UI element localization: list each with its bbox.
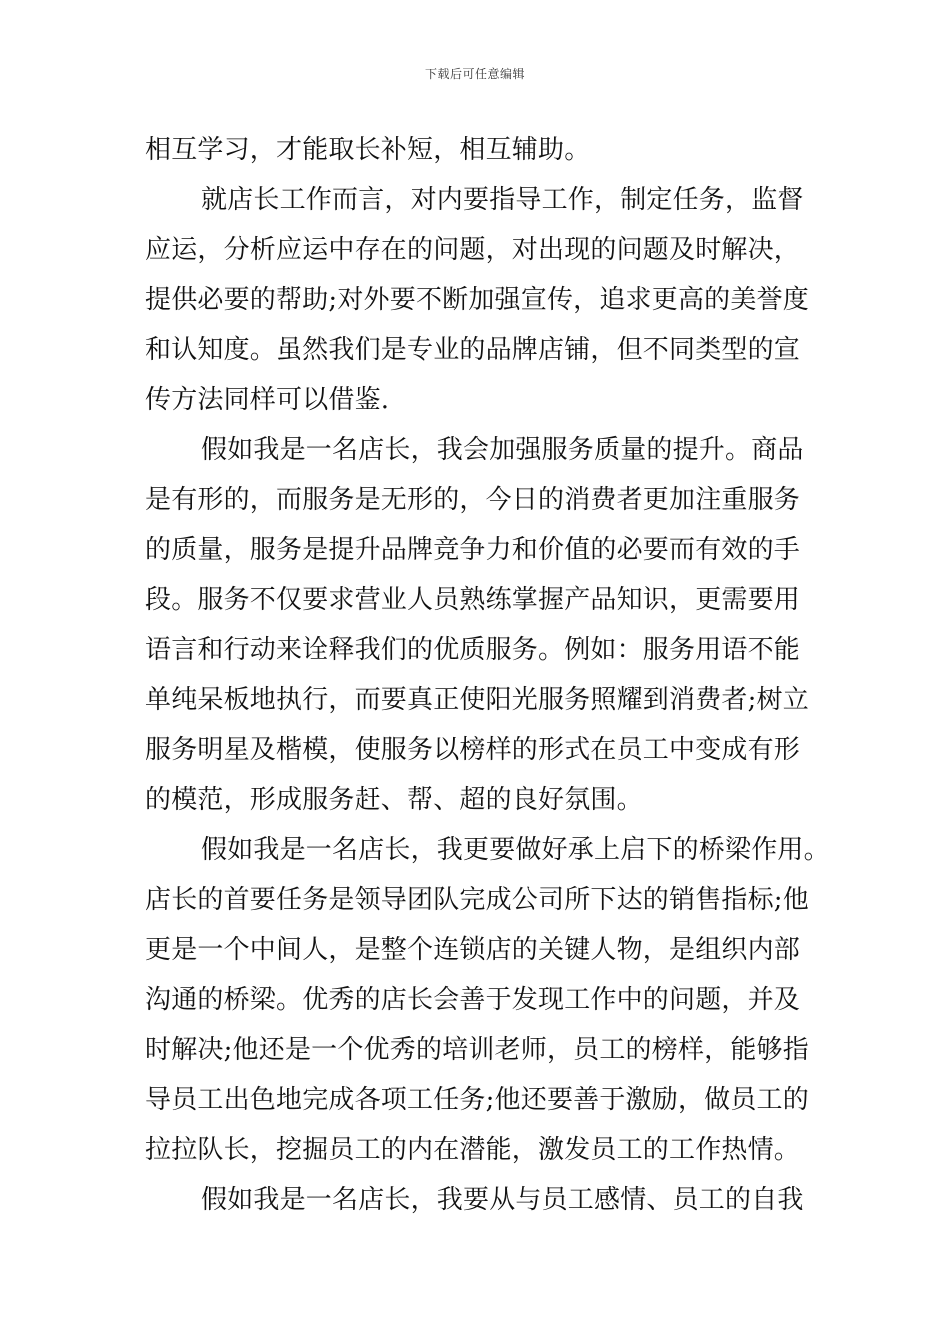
text-line: 假如我是一名店长，我会加强服务质量的提升。商品 [201,435,804,465]
text-line: 拉拉队长，挖掘员工的内在潜能，激发员工的工作热情。 [145,1135,801,1165]
document-body [145,125,830,1225]
text-line: 服务明星及楷模，使服务以榜样的形式在员工中变成有形 [145,735,801,765]
text-line: 沟通的桥梁。优秀的店长会善于发现工作中的问题，并及 [145,985,801,1015]
page-header-note: 下载后可任意编辑 [424,67,525,81]
text-line: 假如我是一名店长，我要从与员工感情、员工的自我 [201,1185,804,1215]
text-line: 是有形的，而服务是无形的，今日的消费者更加注重服务 [145,485,801,515]
text-line: 的质量，服务是提升品牌竞争力和价值的必要而有效的手 [145,535,801,565]
text-line: 应运，分析应运中存在的问题，对出现的问题及时解决， [145,235,801,265]
text-line: 的模范，形成服务赶、帮、超的良好氛围。 [145,785,643,815]
text-line: 就店长工作而言，对内要指导工作，制定任务，监督 [201,185,804,215]
text-line: 店长的首要任务是领导团队完成公司所下达的销售指标;他 [145,885,809,915]
text-line: 相互学习，才能取长补短，相互辅助。 [145,135,591,165]
text-line: 导员工出色地完成各项工任务;他还要善于激励，做员工的 [145,1085,809,1115]
text-line: 更是一个中间人，是整个连锁店的关键人物，是组织内部 [145,935,801,965]
text-line: 传方法同样可以借鉴. [145,385,390,415]
text-line: 和认知度。虽然我们是专业的品牌店铺，但不同类型的宣 [145,335,801,365]
text-line: 假如我是一名店长，我更要做好承上启下的桥梁作用。 [201,835,830,865]
text-line: 语言和行动来诠释我们的优质服务。例如：服务用语不能 [145,635,801,665]
text-line: 段。服务不仅要求营业人员熟练掌握产品知识，更需要用 [145,585,801,615]
text-line: 提供必要的帮助;对外要不断加强宣传，追求更高的美誉度 [145,285,809,315]
text-line: 时解决;他还是一个优秀的培训老师，员工的榜样，能够指 [145,1035,809,1065]
text-line: 单纯呆板地执行，而要真正使阳光服务照耀到消费者;树立 [145,685,809,715]
